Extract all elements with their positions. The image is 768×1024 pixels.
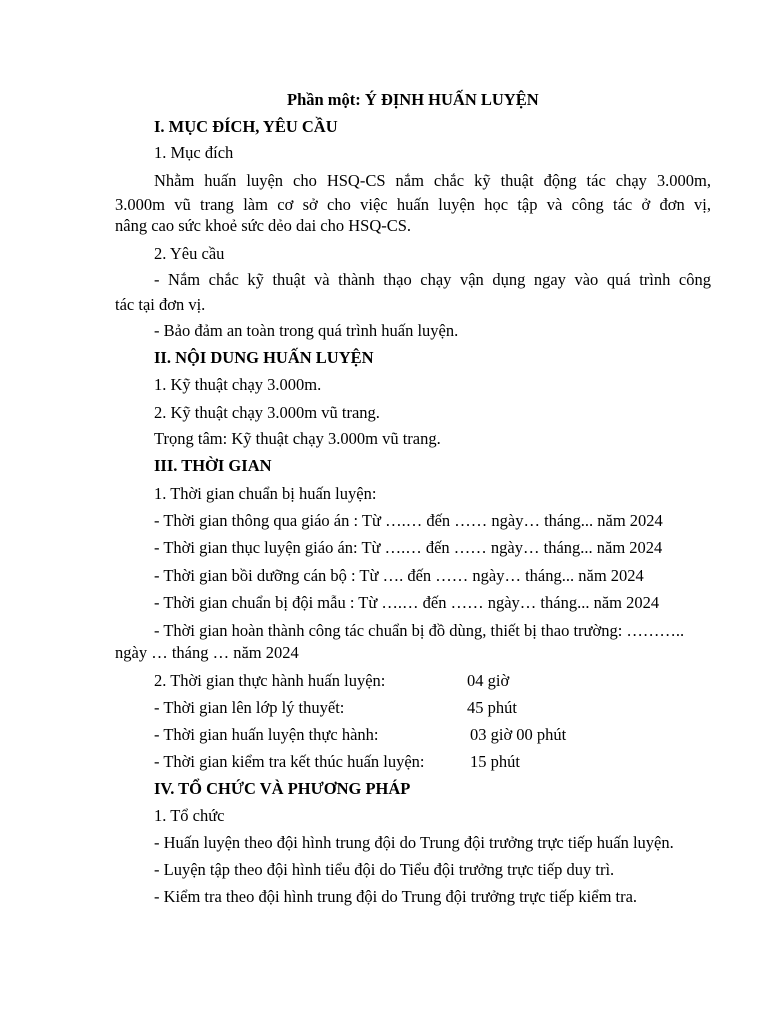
prep-time-4: - Thời gian chuẩn bị đội mẫu : Từ ….… đến …… ngày… tháng... năm 2024: [154, 593, 660, 612]
prep-time-2: - Thời gian thục luyện giáo án: Từ ….… đến …… ngày… tháng... năm 2024: [154, 538, 663, 557]
exam-time-label: - Thời gian kiểm tra kết thúc huấn luyện:: [154, 752, 425, 771]
practice-time-value: 04 giờ: [467, 671, 510, 690]
theory-time-value: 45 phút: [467, 698, 517, 717]
section-2-heading: II. NỘI DUNG HUẤN LUYỆN: [154, 348, 374, 367]
purpose-line-3: nâng cao sức khoẻ sức dẻo dai cho HSQ-CS.: [115, 216, 412, 235]
requirement-1-line-2: tác tại đơn vị.: [115, 295, 206, 314]
prep-time-5-line-2: ngày … tháng … năm 2024: [115, 643, 299, 662]
practice-time-row: [154, 671, 385, 691]
organization-item-2: - Luyện tập theo đội hình tiểu đội do Tiểu đội trưởng trực tiếp duy trì.: [154, 860, 615, 879]
title-main: Ý ĐỊNH HUẤN LUYỆN: [364, 90, 539, 109]
title-prefix: Phần một:: [287, 90, 361, 109]
section-4-sub-1: 1. Tổ chức: [154, 806, 225, 825]
requirement-1-line-1: - Nắm chắc kỹ thuật và thành thạo chạy vận dụng ngay vào quá trình công: [154, 270, 711, 289]
practical-time-value: 03 giờ 00 phút: [470, 725, 567, 744]
section-1-sub-2: 2. Yêu cầu: [154, 244, 225, 263]
section-3-sub-1: 1. Thời gian chuẩn bị huấn luyện:: [154, 484, 377, 503]
prep-time-5-line-1: - Thời gian hoàn thành công tác chuẩn bị đồ dùng, thiết bị thao trường: ………..: [154, 621, 685, 640]
content-focus: Trọng tâm: Kỹ thuật chạy 3.000m vũ trang.: [154, 429, 441, 448]
content-item-2: 2. Kỹ thuật chạy 3.000m vũ trang.: [154, 403, 380, 422]
purpose-line-1: Nhằm huấn luyện cho HSQ-CS nắm chắc kỹ thuật động tác chạy 3.000m,: [154, 171, 711, 190]
purpose-line-2: 3.000m vũ trang làm cơ sở cho việc huấn luyện học tập và công tác ở đơn vị,: [115, 195, 711, 214]
section-3-heading: III. THỜI GIAN: [154, 456, 272, 475]
organization-item-3: - Kiểm tra theo đội hình trung đội do Trung đội trưởng trực tiếp kiểm tra.: [154, 887, 638, 906]
practical-time-label: - Thời gian huấn luyện thực hành:: [154, 725, 379, 744]
theory-time-label: - Thời gian lên lớp lý thuyết:: [154, 698, 345, 717]
prep-time-1: - Thời gian thông qua giáo án : Từ ….… đến …… ngày… tháng... năm 2024: [154, 511, 663, 530]
organization-item-1: - Huấn luyện theo đội hình trung đội do Trung đội trưởng trực tiếp huấn luyện.: [154, 833, 674, 852]
section-4-heading: IV. TỔ CHỨC VÀ PHƯƠNG PHÁP: [154, 779, 411, 798]
prep-time-3: - Thời gian bồi dưỡng cán bộ : Từ …. đến …… ngày… tháng... năm 2024: [154, 566, 644, 585]
exam-time-value: 15 phút: [470, 752, 520, 771]
section-1-sub-1: 1. Mục đích: [154, 143, 234, 162]
requirement-2: - Bảo đảm an toàn trong quá trình huấn luyện.: [154, 321, 459, 340]
page-title: [287, 90, 539, 110]
section-1-heading: I. MỤC ĐÍCH, YÊU CẦU: [154, 117, 338, 136]
content-item-1: 1. Kỹ thuật chạy 3.000m.: [154, 375, 322, 394]
practice-time-label: 2. Thời gian thực hành huấn luyện:: [154, 671, 386, 690]
